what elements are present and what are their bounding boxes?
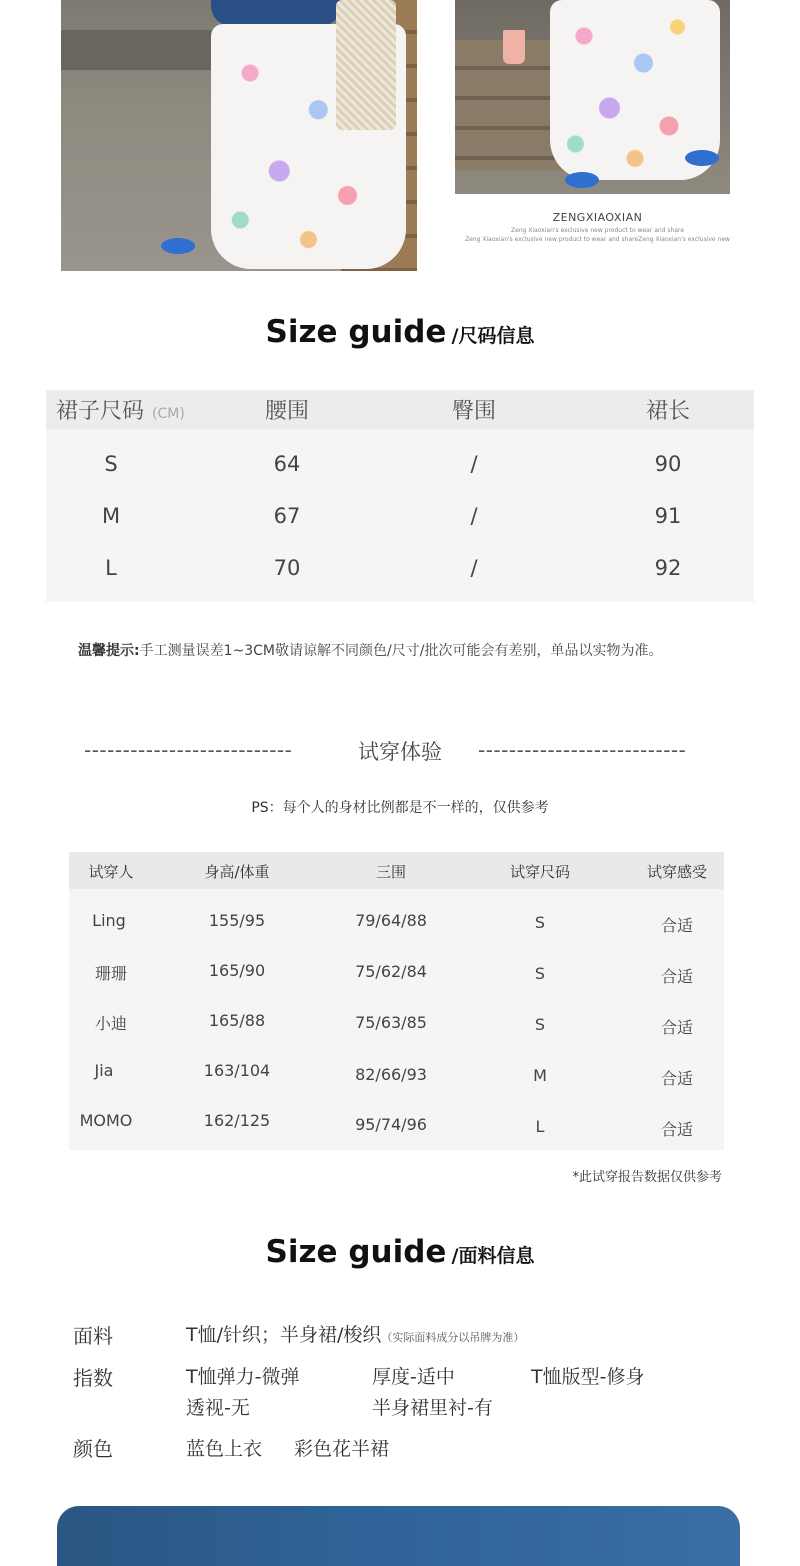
size-cell: S bbox=[534, 1015, 546, 1034]
index-label: 指数 bbox=[73, 1366, 113, 1390]
feel-cell: 合适 bbox=[660, 1069, 693, 1088]
tip-text: 手工测量误差1~3CM敬请谅解不同颜色/尺寸/批次可能会有差别，单品以实物为准。 bbox=[139, 643, 663, 659]
size-table-header bbox=[46, 390, 754, 429]
index-item: 厚度-适中 bbox=[372, 1366, 455, 1388]
brand-line: Zeng Xiaoxian's exclusive new product to wear and share bbox=[510, 227, 685, 234]
hip-cell: / bbox=[470, 504, 478, 528]
brand-line: Zeng Xiaoxian's exclusive new product to wear and shareZeng Xiaoxian's exclusive new bbox=[465, 236, 730, 243]
material-value-row bbox=[186, 1320, 524, 1347]
size-cell: S bbox=[534, 913, 546, 932]
size-cell: S bbox=[534, 964, 546, 983]
brand-name: ZENGXIAOXIAN bbox=[552, 211, 643, 224]
blue-top bbox=[211, 0, 341, 26]
feel-cell: 合适 bbox=[660, 1018, 693, 1037]
left-dash-divider: --------------------------- bbox=[84, 738, 293, 762]
header-length: 裙长 bbox=[645, 399, 690, 424]
size-cell: L bbox=[535, 1117, 545, 1136]
hip-cell: / bbox=[470, 452, 478, 476]
feel-cell: 合适 bbox=[660, 967, 693, 986]
index-item: 透视-无 bbox=[186, 1397, 250, 1419]
bwh-cell: 82/66/93 bbox=[355, 1065, 427, 1084]
size-guide-title bbox=[0, 314, 800, 350]
blue-shoe bbox=[161, 238, 195, 254]
feel-cell: 合适 bbox=[660, 1120, 693, 1139]
knit-bag bbox=[336, 0, 396, 130]
person-cell: 小迪 bbox=[94, 1014, 127, 1033]
person-cell: Ling bbox=[92, 911, 126, 930]
person-cell: 珊珊 bbox=[94, 964, 127, 983]
material-label: 面料 bbox=[73, 1324, 113, 1348]
person-cell: Jia bbox=[94, 1061, 114, 1080]
header-feeling: 试穿感受 bbox=[646, 863, 707, 881]
fabric-heading: Size guide bbox=[265, 1234, 447, 1270]
header-measurements: 三围 bbox=[375, 863, 406, 881]
right-dash-divider: --------------------------- bbox=[478, 738, 687, 762]
header-hip: 臀围 bbox=[451, 399, 496, 424]
measurement-tip bbox=[78, 640, 662, 660]
waist-cell: 64 bbox=[273, 452, 301, 476]
size-cell: L bbox=[105, 556, 117, 580]
tryon-table bbox=[69, 852, 724, 1150]
fabric-closeup-photo bbox=[57, 1506, 740, 1566]
size-guide-heading: Size guide bbox=[265, 314, 447, 350]
hip-cell: / bbox=[470, 556, 478, 580]
product-photo-left bbox=[61, 0, 417, 271]
fabric-subheading: /面料信息 bbox=[451, 1245, 535, 1267]
bwh-cell: 79/64/88 bbox=[355, 911, 427, 930]
header-waist: 腰围 bbox=[264, 399, 309, 424]
tryon-note: *此试穿报告数据仅供参考 bbox=[572, 1170, 722, 1185]
hw-cell: 163/104 bbox=[203, 1061, 271, 1080]
hw-cell: 162/125 bbox=[203, 1111, 271, 1130]
index-item: 半身裙里衬-有 bbox=[372, 1397, 493, 1419]
tryon-title: 试穿体验 bbox=[358, 740, 442, 764]
tryon-table-header bbox=[69, 852, 724, 889]
blue-shoe bbox=[685, 150, 719, 166]
size-cell: S bbox=[104, 452, 118, 476]
fabric-title bbox=[0, 1234, 800, 1270]
drink-cup bbox=[503, 30, 525, 64]
index-item: T恤弹力-微弹 bbox=[186, 1366, 300, 1388]
color-item: 彩色花半裙 bbox=[294, 1438, 390, 1460]
color-item: 蓝色上衣 bbox=[186, 1438, 263, 1460]
bwh-cell: 75/62/84 bbox=[355, 962, 427, 981]
index-item: T恤版型-修身 bbox=[531, 1366, 645, 1388]
header-height-weight: 身高/体重 bbox=[204, 863, 270, 881]
color-label: 颜色 bbox=[73, 1437, 113, 1461]
header-tryon-size: 试穿尺码 bbox=[509, 863, 570, 881]
material-value: T恤/针织；半身裙/梭织 bbox=[186, 1324, 382, 1346]
blue-shoe bbox=[565, 172, 599, 188]
brand-caption bbox=[455, 211, 740, 243]
tryon-ps: PS：每个人的身材比例都是不一样的，仅供参考 bbox=[251, 800, 549, 816]
feel-cell: 合适 bbox=[660, 916, 693, 935]
size-cell: M bbox=[533, 1066, 547, 1085]
header-person: 试穿人 bbox=[88, 863, 134, 881]
person-cell: MOMO bbox=[79, 1111, 133, 1130]
length-cell: 92 bbox=[654, 556, 682, 580]
material-note: （实际面料成分以吊牌为准） bbox=[381, 1331, 525, 1344]
waist-cell: 70 bbox=[273, 556, 301, 580]
header-size bbox=[56, 394, 206, 425]
product-photo-right bbox=[455, 0, 730, 194]
hw-cell: 165/88 bbox=[208, 1011, 266, 1030]
bwh-cell: 95/74/96 bbox=[355, 1115, 427, 1134]
header-unit: (CM) bbox=[152, 406, 185, 422]
size-cell: M bbox=[101, 504, 121, 528]
length-cell: 91 bbox=[654, 504, 682, 528]
size-guide-subheading: /尺码信息 bbox=[451, 325, 535, 347]
size-table bbox=[46, 390, 754, 602]
bwh-cell: 75/63/85 bbox=[355, 1013, 427, 1032]
waist-cell: 67 bbox=[273, 504, 301, 528]
tip-label: 温馨提示: bbox=[78, 643, 140, 659]
hw-cell: 155/95 bbox=[208, 911, 266, 930]
hw-cell: 165/90 bbox=[208, 961, 266, 980]
length-cell: 90 bbox=[654, 452, 682, 476]
header-size-label: 裙子尺码 bbox=[56, 399, 145, 424]
